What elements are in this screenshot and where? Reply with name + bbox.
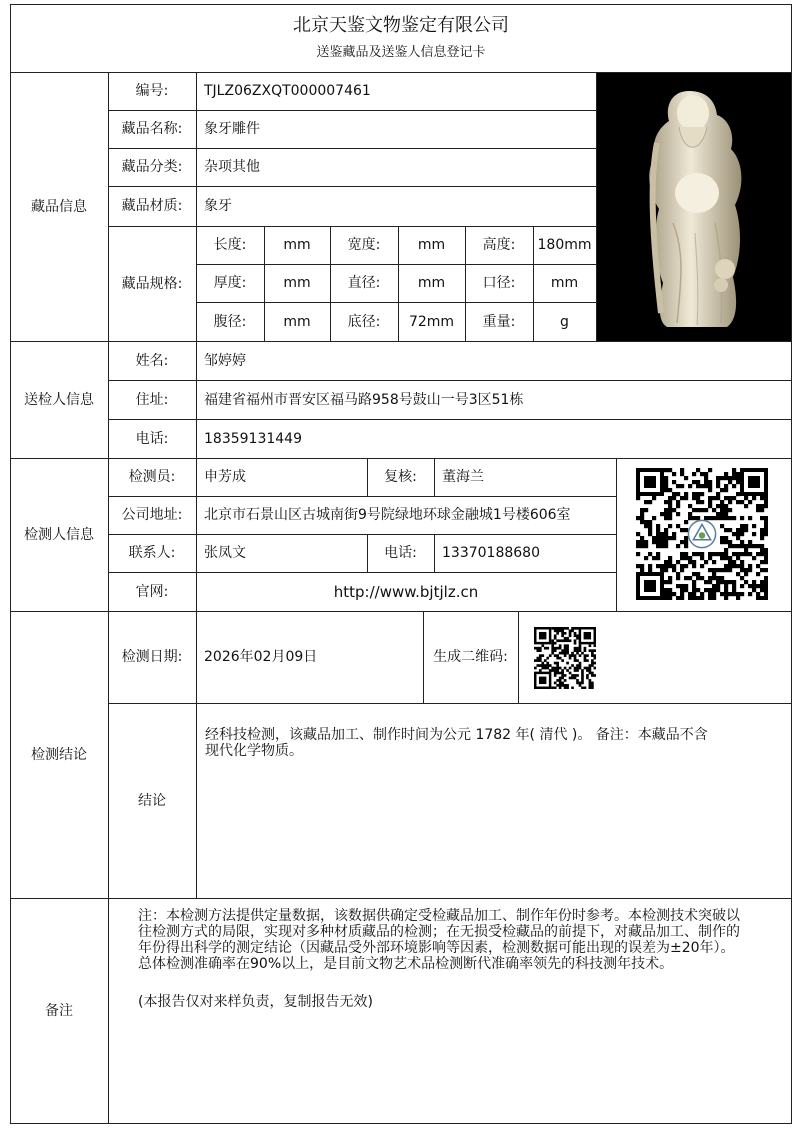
id-value: TJLZ06ZXQT000007461 bbox=[204, 83, 371, 99]
disclaimer: (本报告仅对来样负责，复制报告无效) bbox=[138, 994, 373, 1010]
name-label: 藏品名称: bbox=[121, 121, 183, 137]
date-value: 2026年02月09日 bbox=[204, 649, 318, 665]
submitter-phone-label: 电话: bbox=[135, 430, 169, 447]
note-line-2: 往检测方式的局限，实现对多种材质藏品的检测；在无损受检藏品的前提下，对藏品加工、制作的 bbox=[138, 924, 740, 940]
mouth-value: mm bbox=[550, 275, 579, 291]
thickness-label: 厚度: bbox=[213, 275, 247, 291]
length-value: mm bbox=[283, 237, 311, 253]
contact-label: 联系人: bbox=[128, 545, 176, 561]
note-line-3: 年份得出科学的测定结论（因藏品受外部环境影响等因素，检测数据可能出现的误差为±20年）。 bbox=[138, 940, 735, 956]
website-label: 官网: bbox=[135, 583, 169, 600]
form-title: 送鉴藏品及送鉴人信息登记卡 bbox=[316, 45, 486, 60]
length-label: 长度: bbox=[213, 237, 247, 253]
remarks-note bbox=[138, 908, 788, 980]
company-address-value: 北京市石景山区古城南街9号院绿地环球金融城1号楼606室 bbox=[204, 507, 571, 523]
result-text bbox=[205, 727, 785, 767]
qr-code-icon bbox=[636, 468, 768, 600]
diameter-value: mm bbox=[417, 275, 446, 291]
inspector-value: 申芳成 bbox=[204, 469, 246, 485]
width-label: 宽度: bbox=[347, 237, 381, 253]
inspector-label: 检测员: bbox=[128, 469, 176, 485]
category-label: 藏品分类: bbox=[121, 159, 183, 175]
submitter-name-value: 邹婷婷 bbox=[204, 352, 246, 369]
belly-label: 腹径: bbox=[213, 313, 247, 330]
note-line-1: 注：本检测方法提供定量数据，该数据供确定受检藏品加工、制作年份时参考。本检测技术突破以 bbox=[138, 908, 740, 924]
remarks-section-label: 备注 bbox=[45, 1003, 73, 1019]
company-title: 北京天鉴文物鉴定有限公司 bbox=[293, 15, 509, 36]
inspector-phone-value: 13370188680 bbox=[442, 545, 540, 561]
material-label: 藏品材质: bbox=[121, 198, 183, 214]
collection-section-label: 藏品信息 bbox=[31, 198, 87, 215]
qr-code-icon bbox=[534, 627, 596, 689]
note-line-4: 总体检测准确率在90%以上，是目前文物艺术品检测断代准确率领先的科技测年技术。 bbox=[138, 956, 674, 972]
weight-value: g bbox=[560, 313, 569, 330]
category-value: 杂项其他 bbox=[204, 159, 260, 175]
submitter-name-label: 姓名: bbox=[135, 352, 169, 369]
material-value: 象牙 bbox=[204, 198, 232, 214]
height-value: 180mm bbox=[537, 237, 592, 253]
base-label: 底径: bbox=[347, 313, 381, 330]
result-line-1: 经科技检测，该藏品加工、制作时间为公元 1782 年( 清代 )。 备注：本藏品不含 bbox=[205, 727, 708, 743]
conclusion-section-label: 检测结论 bbox=[31, 746, 87, 763]
submitter-address-label: 住址: bbox=[135, 391, 169, 408]
inspector-section-label: 检测人信息 bbox=[24, 526, 94, 543]
result-label: 结论 bbox=[138, 792, 166, 809]
company-address-label: 公司地址: bbox=[121, 507, 183, 523]
result-line-2: 现代化学物质。 bbox=[205, 743, 303, 759]
belly-value: mm bbox=[283, 313, 311, 330]
weight-label: 重量: bbox=[482, 313, 516, 330]
base-value: 72mm bbox=[408, 313, 455, 330]
inspector-phone-label: 电话: bbox=[384, 545, 417, 561]
name-value: 象牙雕件 bbox=[204, 121, 260, 137]
diameter-label: 直径: bbox=[347, 275, 381, 291]
spec-label: 藏品规格: bbox=[121, 275, 183, 292]
date-label: 检测日期: bbox=[121, 649, 183, 665]
ivory-figurine-photo bbox=[597, 73, 791, 341]
contact-value: 张凤文 bbox=[204, 545, 246, 561]
submitter-phone-value: 18359131449 bbox=[204, 430, 302, 447]
thickness-value: mm bbox=[283, 275, 311, 291]
reviewer-label: 复核: bbox=[384, 469, 417, 485]
width-value: mm bbox=[417, 237, 446, 253]
qr-label: 生成二维码: bbox=[433, 649, 508, 665]
submitter-address-value: 福建省福州市晋安区福马路958号鼓山一号3区51栋 bbox=[204, 391, 524, 408]
submitter-section-label: 送检人信息 bbox=[24, 391, 94, 408]
reviewer-value: 董海兰 bbox=[442, 469, 484, 485]
height-label: 高度: bbox=[482, 237, 516, 253]
mouth-label: 口径: bbox=[482, 275, 516, 291]
website-link[interactable]: http://www.bjtjlz.cn bbox=[333, 582, 479, 601]
id-label: 编号: bbox=[135, 83, 169, 99]
